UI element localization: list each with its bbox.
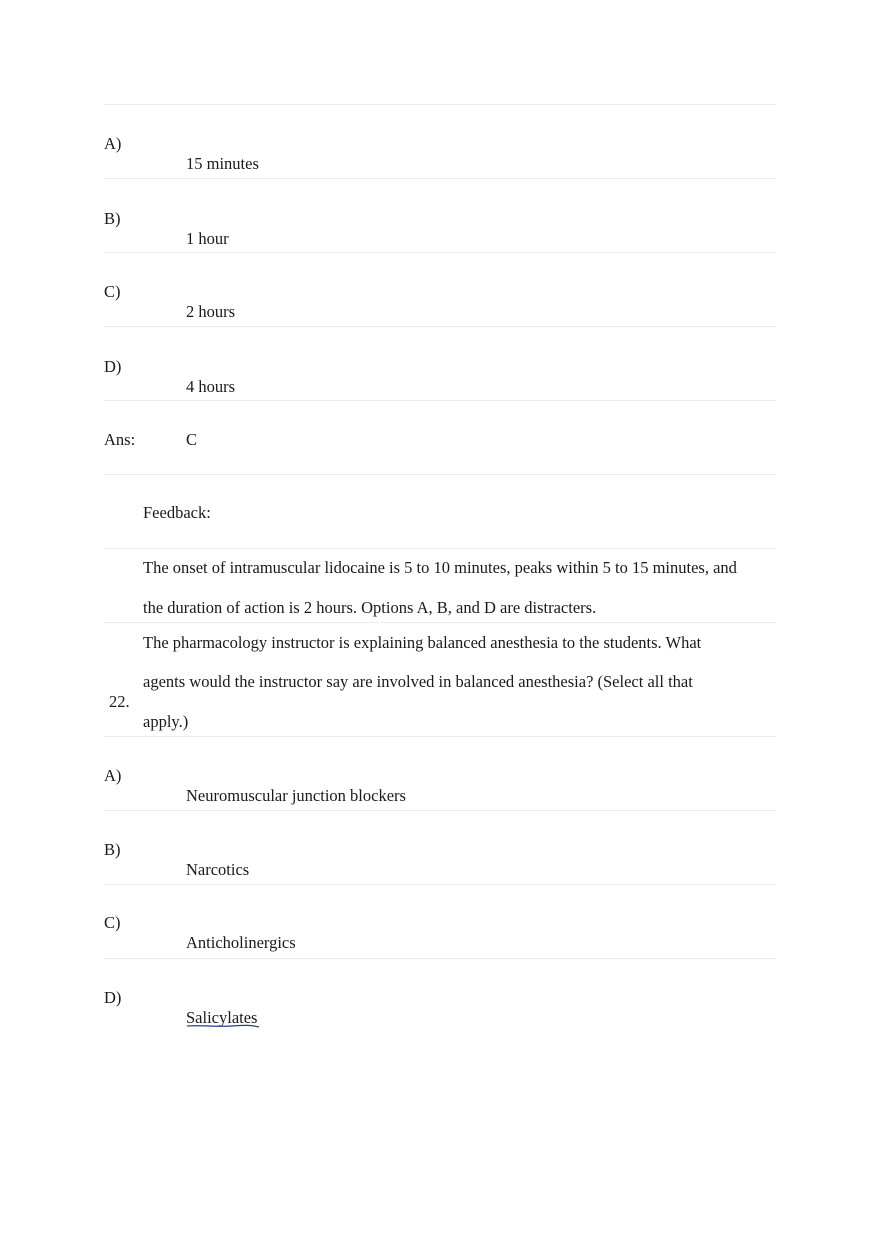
option-letter: D) <box>104 357 122 376</box>
question-number: 22. <box>109 692 130 711</box>
option-letter: B) <box>104 209 121 228</box>
feedback-label: Feedback: <box>143 503 211 522</box>
option-text: Narcotics <box>186 860 250 879</box>
pen-stroke <box>187 1025 259 1027</box>
divider <box>104 884 776 885</box>
option-text: Salicylates <box>186 1008 258 1027</box>
option-text: Neuromuscular junction blockers <box>186 786 406 805</box>
option-text: 15 minutes <box>186 154 259 173</box>
divider <box>104 252 776 253</box>
answer-label: Ans: <box>104 430 136 449</box>
answer-value: C <box>186 430 198 449</box>
option-letter: D) <box>104 988 122 1007</box>
divider <box>104 622 776 623</box>
option-letter: C) <box>104 913 121 932</box>
question-stem-line: agents would the instructor say are involved in balanced anesthesia? (Select all that <box>143 672 693 691</box>
divider <box>104 326 776 327</box>
divider <box>104 178 776 179</box>
divider <box>104 958 776 959</box>
option-text: 2 hours <box>186 302 236 321</box>
option-letter: A) <box>104 134 122 153</box>
divider <box>104 810 776 811</box>
divider <box>104 474 776 475</box>
divider <box>104 104 776 105</box>
option-text: Anticholinergics <box>186 933 296 952</box>
pen-underline-mark <box>186 1022 260 1030</box>
divider <box>104 736 776 737</box>
question-stem-line: The pharmacology instructor is explaining balanced anesthesia to the students. What <box>143 633 702 652</box>
feedback-text-line: The onset of intramuscular lidocaine is 5 to 10 minutes, peaks within 5 to 15 minutes, and <box>143 558 737 577</box>
option-letter: C) <box>104 282 121 301</box>
option-text: 4 hours <box>186 377 236 396</box>
divider <box>104 400 776 401</box>
option-letter: A) <box>104 766 122 785</box>
question-stem-line: apply.) <box>143 712 189 731</box>
option-text: 1 hour <box>186 229 229 248</box>
option-letter: B) <box>104 840 121 859</box>
feedback-text-line: the duration of action is 2 hours. Options A, B, and D are distracters. <box>143 598 597 617</box>
divider <box>104 548 776 549</box>
